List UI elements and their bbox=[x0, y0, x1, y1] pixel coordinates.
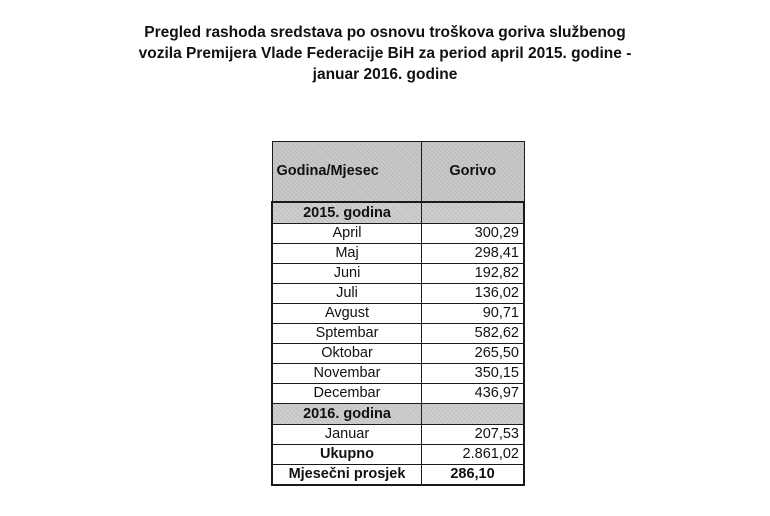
month-cell: April bbox=[272, 224, 422, 244]
document-title bbox=[0, 22, 770, 85]
table-row bbox=[272, 264, 524, 284]
value-cell: 90,71 bbox=[422, 304, 525, 324]
month-cell: Januar bbox=[272, 425, 422, 445]
fuel-expense-table bbox=[271, 141, 525, 486]
month-cell: Sptembar bbox=[272, 324, 422, 344]
title-line-2: vozila Premijera Vlade Federacije BiH za period april 2015. godine - bbox=[138, 45, 632, 62]
header-fuel: Gorivo bbox=[422, 142, 525, 203]
value-cell: 582,62 bbox=[422, 324, 525, 344]
table-row bbox=[272, 284, 524, 304]
table-row bbox=[272, 244, 524, 264]
section-label: 2016. godina bbox=[272, 404, 422, 425]
value-cell: 136,02 bbox=[422, 284, 525, 304]
section-empty-cell bbox=[422, 404, 525, 425]
table-row bbox=[272, 304, 524, 324]
total-label: Ukupno bbox=[272, 445, 422, 465]
title-line-3: januar 2016. godine bbox=[312, 66, 458, 83]
table-row bbox=[272, 425, 524, 445]
month-cell: Juni bbox=[272, 264, 422, 284]
value-cell: 436,97 bbox=[422, 384, 525, 404]
section-label: 2015. godina bbox=[272, 202, 422, 224]
value-cell: 207,53 bbox=[422, 425, 525, 445]
total-value: 2.861,02 bbox=[422, 445, 525, 465]
title-line-1: Pregled rashoda sredstava po osnovu troškova goriva službenog bbox=[144, 24, 626, 41]
value-cell: 350,15 bbox=[422, 364, 525, 384]
month-cell: Avgust bbox=[272, 304, 422, 324]
month-cell: Maj bbox=[272, 244, 422, 264]
month-cell: Decembar bbox=[272, 384, 422, 404]
value-cell: 192,82 bbox=[422, 264, 525, 284]
average-label: Mjesečni prosjek bbox=[272, 465, 422, 486]
section-empty-cell bbox=[422, 202, 525, 224]
value-cell: 265,50 bbox=[422, 344, 525, 364]
table-header-row bbox=[272, 142, 524, 203]
total-row bbox=[272, 445, 524, 465]
month-cell: Oktobar bbox=[272, 344, 422, 364]
average-value: 286,10 bbox=[422, 465, 525, 486]
header-year-month: Godina/Mjesec bbox=[272, 142, 422, 203]
month-cell: Novembar bbox=[272, 364, 422, 384]
table-row bbox=[272, 384, 524, 404]
table-row bbox=[272, 364, 524, 384]
table-row bbox=[272, 224, 524, 244]
table-row bbox=[272, 324, 524, 344]
section-row-2015 bbox=[272, 202, 524, 224]
table-row bbox=[272, 344, 524, 364]
value-cell: 298,41 bbox=[422, 244, 525, 264]
month-cell: Juli bbox=[272, 284, 422, 304]
value-cell: 300,29 bbox=[422, 224, 525, 244]
average-row bbox=[272, 465, 524, 486]
section-row-2016 bbox=[272, 404, 524, 425]
